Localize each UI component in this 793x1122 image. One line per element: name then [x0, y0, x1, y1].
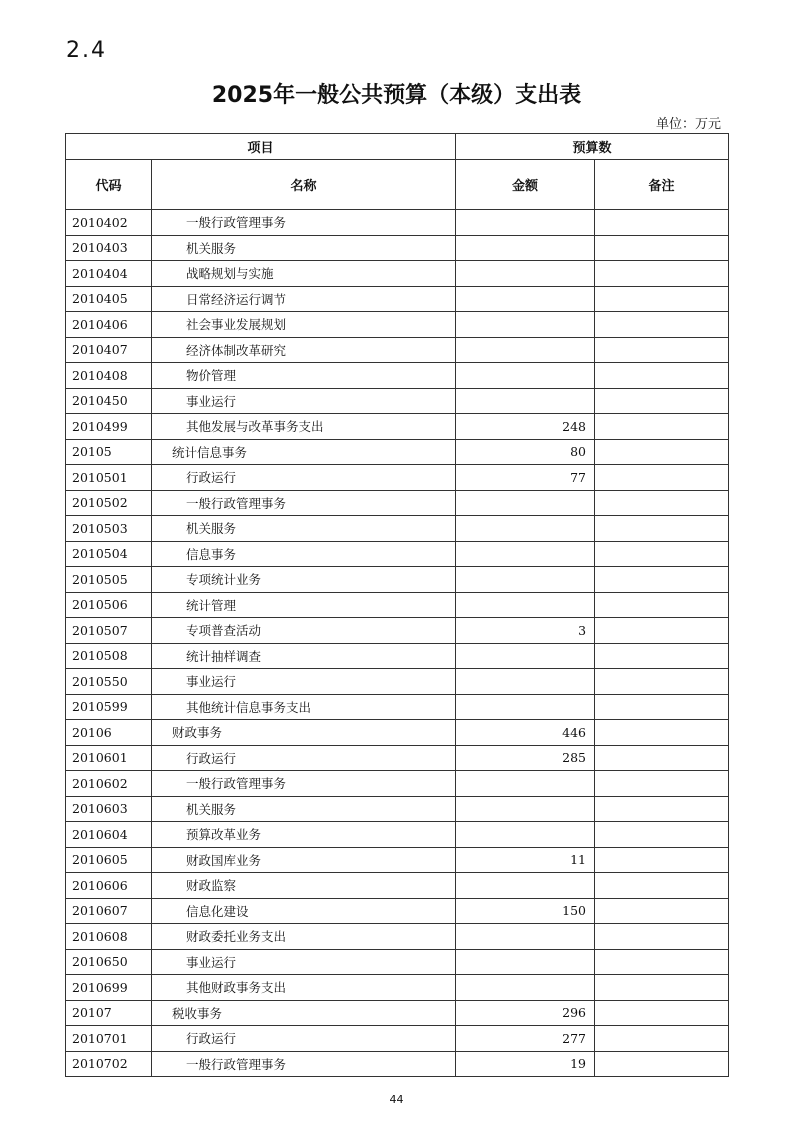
row-name: 专项普查活动: [152, 618, 456, 644]
table-row: [66, 1000, 729, 1026]
row-name: 财政委托业务支出: [152, 924, 456, 950]
row-name: 行政运行: [152, 465, 456, 491]
header-remark: 备注: [595, 160, 729, 210]
row-code: 2010506: [66, 592, 152, 618]
table-row: [66, 261, 729, 287]
row-amount: 11: [456, 847, 595, 873]
row-name: 机关服务: [152, 796, 456, 822]
table-row: [66, 822, 729, 848]
table-row: [66, 312, 729, 338]
row-amount: [456, 567, 595, 593]
unit-label: 单位：万元: [655, 117, 721, 132]
row-code: 2010408: [66, 363, 152, 389]
row-amount: [456, 490, 595, 516]
row-code: 2010603: [66, 796, 152, 822]
row-name: 税收事务: [152, 1000, 456, 1026]
row-remark: [595, 414, 729, 440]
row-name: 统计信息事务: [152, 439, 456, 465]
row-remark: [595, 261, 729, 287]
table-row: [66, 694, 729, 720]
table-row: [66, 949, 729, 975]
header-amount: 金额: [456, 160, 595, 210]
table-row: [66, 541, 729, 567]
row-amount: 3: [456, 618, 595, 644]
row-code: 2010406: [66, 312, 152, 338]
row-amount: [456, 235, 595, 261]
table-row: [66, 618, 729, 644]
row-name: 战略规划与实施: [152, 261, 456, 287]
table-row: [66, 745, 729, 771]
page-number: 44: [389, 1093, 404, 1106]
row-remark: [595, 337, 729, 363]
row-code: 2010508: [66, 643, 152, 669]
row-remark: [595, 796, 729, 822]
row-amount: [456, 363, 595, 389]
row-name: 统计管理: [152, 592, 456, 618]
row-amount: [456, 541, 595, 567]
row-amount: 80: [456, 439, 595, 465]
row-name: 统计抽样调查: [152, 643, 456, 669]
row-name: 其他发展与改革事务支出: [152, 414, 456, 440]
row-name: 其他财政事务支出: [152, 975, 456, 1001]
row-remark: [595, 669, 729, 695]
table-row: [66, 975, 729, 1001]
row-remark: [595, 771, 729, 797]
row-code: 20106: [66, 720, 152, 746]
row-remark: [595, 924, 729, 950]
row-name: 一般行政管理事务: [152, 1051, 456, 1077]
row-code: 2010602: [66, 771, 152, 797]
row-code: 2010607: [66, 898, 152, 924]
row-code: 2010502: [66, 490, 152, 516]
row-remark: [595, 822, 729, 848]
row-name: 行政运行: [152, 1026, 456, 1052]
table-row: [66, 643, 729, 669]
row-remark: [595, 720, 729, 746]
row-amount: 446: [456, 720, 595, 746]
row-remark: [595, 567, 729, 593]
row-code: 2010402: [66, 210, 152, 236]
row-amount: [456, 796, 595, 822]
row-amount: [456, 822, 595, 848]
budget-table: [65, 133, 729, 1077]
table-row: [66, 363, 729, 389]
row-remark: [595, 1000, 729, 1026]
table-row: [66, 898, 729, 924]
row-name: 财政监察: [152, 873, 456, 899]
row-remark: [595, 873, 729, 899]
row-code: 2010699: [66, 975, 152, 1001]
row-amount: [456, 388, 595, 414]
row-name: 财政国库业务: [152, 847, 456, 873]
row-remark: [595, 1051, 729, 1077]
row-code: 2010501: [66, 465, 152, 491]
row-code: 2010403: [66, 235, 152, 261]
table-row: [66, 1051, 729, 1077]
row-name: 专项统计业务: [152, 567, 456, 593]
row-code: 2010601: [66, 745, 152, 771]
table-body: [66, 210, 729, 1077]
page-title: 2025年一般公共预算（本级）支出表: [211, 83, 582, 108]
table-row: [66, 924, 729, 950]
row-amount: [456, 949, 595, 975]
row-amount: [456, 771, 595, 797]
row-name: 一般行政管理事务: [152, 771, 456, 797]
row-amount: 77: [456, 465, 595, 491]
row-amount: [456, 694, 595, 720]
row-amount: [456, 873, 595, 899]
row-name: 社会事业发展规划: [152, 312, 456, 338]
table-row: [66, 720, 729, 746]
row-remark: [595, 694, 729, 720]
row-code: 2010404: [66, 261, 152, 287]
row-code: 20105: [66, 439, 152, 465]
row-amount: [456, 312, 595, 338]
row-name: 事业运行: [152, 388, 456, 414]
row-remark: [595, 388, 729, 414]
row-amount: [456, 337, 595, 363]
row-remark: [595, 541, 729, 567]
row-amount: 248: [456, 414, 595, 440]
row-name: 预算改革业务: [152, 822, 456, 848]
row-name: 信息事务: [152, 541, 456, 567]
row-name: 机关服务: [152, 516, 456, 542]
row-remark: [595, 439, 729, 465]
table-row: [66, 286, 729, 312]
row-code: 2010608: [66, 924, 152, 950]
table-row: [66, 847, 729, 873]
row-remark: [595, 1026, 729, 1052]
row-code: 2010702: [66, 1051, 152, 1077]
row-remark: [595, 643, 729, 669]
row-name: 机关服务: [152, 235, 456, 261]
row-code: 20107: [66, 1000, 152, 1026]
row-amount: 285: [456, 745, 595, 771]
row-code: 2010606: [66, 873, 152, 899]
table-row: [66, 388, 729, 414]
row-remark: [595, 949, 729, 975]
table-row: [66, 592, 729, 618]
row-remark: [595, 745, 729, 771]
row-name: 信息化建设: [152, 898, 456, 924]
row-code: 2010650: [66, 949, 152, 975]
row-name: 日常经济运行调节: [152, 286, 456, 312]
row-name: 一般行政管理事务: [152, 210, 456, 236]
row-name: 经济体制改革研究: [152, 337, 456, 363]
section-number: 2.4: [66, 38, 107, 63]
header-name: 名称: [152, 160, 456, 210]
table-row: [66, 490, 729, 516]
row-amount: [456, 669, 595, 695]
row-remark: [595, 235, 729, 261]
table-row: [66, 771, 729, 797]
table-row: [66, 669, 729, 695]
row-code: 2010599: [66, 694, 152, 720]
row-amount: [456, 286, 595, 312]
table-row: [66, 235, 729, 261]
row-remark: [595, 618, 729, 644]
table-row: [66, 567, 729, 593]
row-remark: [595, 490, 729, 516]
row-remark: [595, 312, 729, 338]
row-code: 2010499: [66, 414, 152, 440]
row-amount: [456, 592, 595, 618]
row-name: 事业运行: [152, 669, 456, 695]
row-remark: [595, 592, 729, 618]
row-name: 财政事务: [152, 720, 456, 746]
row-code: 2010701: [66, 1026, 152, 1052]
row-amount: [456, 516, 595, 542]
row-remark: [595, 210, 729, 236]
row-code: 2010507: [66, 618, 152, 644]
row-amount: [456, 643, 595, 669]
header-budget: 预算数: [456, 134, 729, 160]
row-name: 一般行政管理事务: [152, 490, 456, 516]
row-remark: [595, 465, 729, 491]
row-code: 2010407: [66, 337, 152, 363]
row-amount: [456, 261, 595, 287]
row-remark: [595, 516, 729, 542]
row-code: 2010604: [66, 822, 152, 848]
table-row: [66, 796, 729, 822]
table-row: [66, 210, 729, 236]
row-name: 其他统计信息事务支出: [152, 694, 456, 720]
header-code: 代码: [66, 160, 152, 210]
row-amount: [456, 924, 595, 950]
table-row: [66, 516, 729, 542]
table-row: [66, 414, 729, 440]
row-name: 事业运行: [152, 949, 456, 975]
row-name: 行政运行: [152, 745, 456, 771]
row-code: 2010503: [66, 516, 152, 542]
table-row: [66, 465, 729, 491]
row-remark: [595, 898, 729, 924]
row-code: 2010450: [66, 388, 152, 414]
row-code: 2010550: [66, 669, 152, 695]
row-remark: [595, 286, 729, 312]
row-remark: [595, 975, 729, 1001]
row-code: 2010605: [66, 847, 152, 873]
row-remark: [595, 847, 729, 873]
row-code: 2010405: [66, 286, 152, 312]
row-code: 2010505: [66, 567, 152, 593]
header-project: 项目: [66, 134, 456, 160]
table-row: [66, 873, 729, 899]
row-amount: [456, 210, 595, 236]
row-amount: 277: [456, 1026, 595, 1052]
row-remark: [595, 363, 729, 389]
row-amount: 19: [456, 1051, 595, 1077]
row-name: 物价管理: [152, 363, 456, 389]
table-row: [66, 1026, 729, 1052]
table-row: [66, 337, 729, 363]
row-amount: 296: [456, 1000, 595, 1026]
row-code: 2010504: [66, 541, 152, 567]
row-amount: 150: [456, 898, 595, 924]
table-row: [66, 439, 729, 465]
row-amount: [456, 975, 595, 1001]
